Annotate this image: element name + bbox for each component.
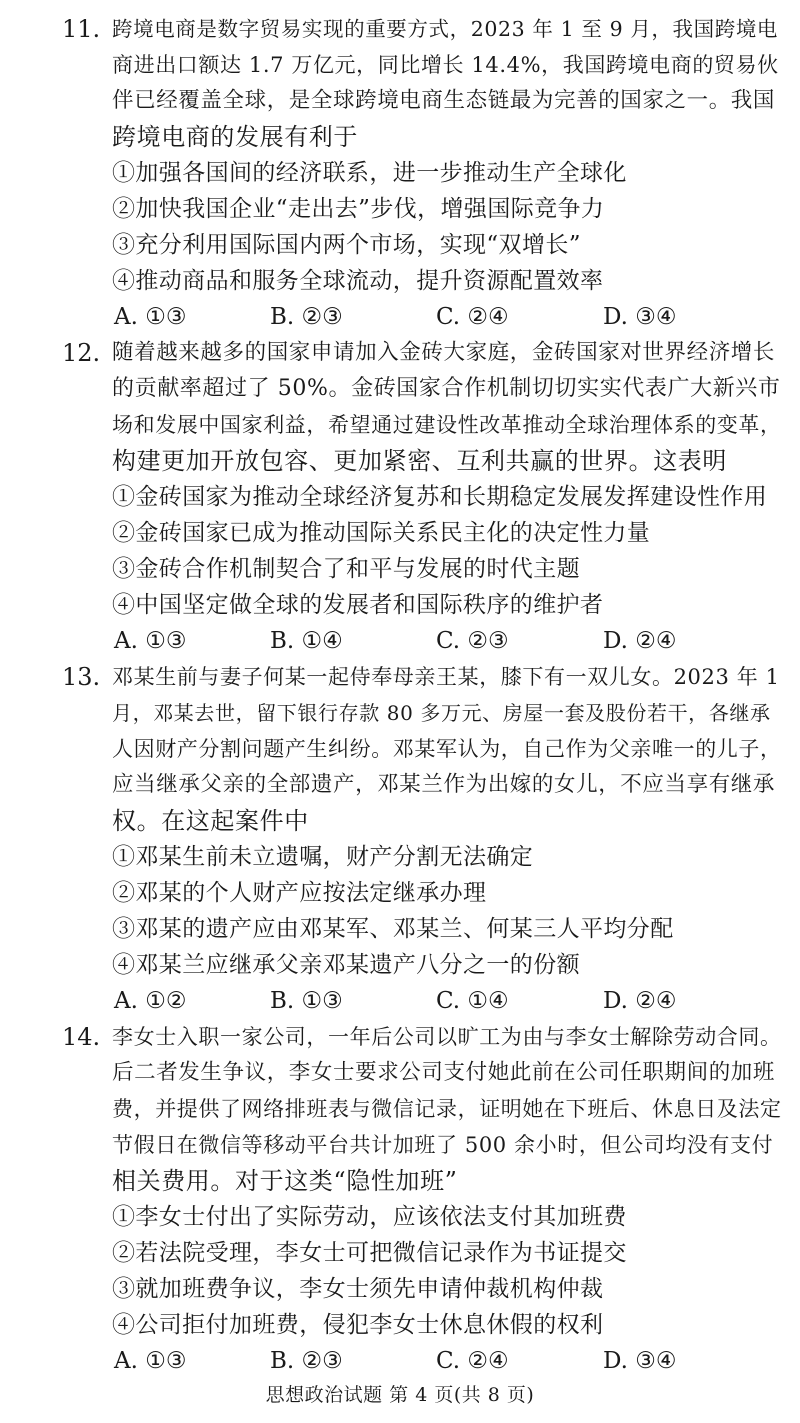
question-number: 13. <box>62 663 101 691</box>
stem-line: 的贡献率超过了 50%。金砖国家合作机制切切实实代表广大新兴市 <box>112 376 781 401</box>
choice-a: A. ①③ <box>114 628 187 654</box>
choice-d: D. ②④ <box>603 988 677 1014</box>
stem-line: 节假日在微信等移动平台共计加班了 500 余小时，但公司均没有支付 <box>112 1133 774 1157</box>
choice-c: C. ②④ <box>436 1348 509 1374</box>
choice-b: B. ②③ <box>270 1348 343 1374</box>
option-2: ②邓某的个人财产应按法定继承办理 <box>112 880 487 906</box>
choice-a: A. ①③ <box>114 1348 187 1374</box>
option-1: ①加强各国间的经济联系，进一步推动生产全球化 <box>112 160 627 186</box>
choice-a: A. ①③ <box>114 304 187 330</box>
stem-line: 权。在这起案件中 <box>112 807 309 835</box>
page-footer: 思想政治试题 第 4 页(共 8 页) <box>265 1384 535 1406</box>
option-1: ①邓某生前未立遗嘱，财产分割无法确定 <box>112 844 534 870</box>
choice-b: B. ①④ <box>270 628 343 654</box>
question-number: 11. <box>62 15 101 43</box>
option-1: ①金砖国家为推动全球经济复苏和长期稳定发展发挥建设性作用 <box>112 484 768 510</box>
choice-c: C. ②④ <box>436 304 509 330</box>
stem-line: 构建更加开放包容、更加紧密、互利共赢的世界。这表明 <box>112 447 727 475</box>
stem-line: 月，邓某去世，留下银行存款 80 多万元、房屋一套及股份若干，各继承 <box>112 701 771 725</box>
stem-line: 相关费用。对于这类“隐性加班” <box>112 1167 458 1195</box>
choice-d: D. ③④ <box>603 304 677 330</box>
choice-c: C. ②③ <box>436 628 509 654</box>
stem-line: 后二者发生争议，李女士要求公司支付她此前在公司任职期间的加班 <box>112 1060 776 1085</box>
question-number: 14. <box>62 1023 101 1051</box>
question-number: 12. <box>62 339 101 367</box>
stem-line: 费，并提供了网络排班表与微信记录，证明她在下班后、休息日及法定 <box>112 1097 782 1121</box>
stem-line: 商进出口额达 1.7 万亿元，同比增长 14.4%，我国跨境电商的贸易伙 <box>112 53 779 77</box>
choice-a: A. ①② <box>114 988 187 1014</box>
stem-line: 跨境电商的发展有利于 <box>112 123 358 151</box>
stem-line: 李女士入职一家公司，一年后公司以旷工为由与李女士解除劳动合同。 <box>112 1025 782 1049</box>
stem-line: 伴已经覆盖全球，是全球跨境电商生态链最为完善的国家之一。我国 <box>112 88 776 113</box>
stem-line: 场和发展中国家利益，希望通过建设性改革推动全球治理体系的变革， <box>112 413 782 437</box>
stem-line: 邓某生前与妻子何某一起侍奉母亲王某，膝下有一双儿女。2023 年 1 <box>112 665 780 689</box>
stem-line: 跨境电商是数字贸易实现的重要方式，2023 年 1 至 9 月，我国跨境电 <box>112 17 779 41</box>
choice-b: B. ②③ <box>270 304 343 330</box>
choice-d: D. ③④ <box>603 1348 677 1374</box>
option-4: ④公司拒付加班费，侵犯李女士休息休假的权利 <box>112 1312 604 1338</box>
choice-c: C. ①④ <box>436 988 509 1014</box>
option-2: ②金砖国家已成为推动国际关系民主化的决定性力量 <box>112 520 651 546</box>
option-3: ③充分利用国际国内两个市场，实现“双增长” <box>112 232 581 258</box>
stem-line: 随着越来越多的国家申请加入金砖大家庭，金砖国家对世界经济增长 <box>112 340 776 365</box>
option-4: ④邓某兰应继承父亲邓某遗产八分之一的份额 <box>112 952 580 978</box>
option-3: ③邓某的遗产应由邓某军、邓某兰、何某三人平均分配 <box>112 916 674 942</box>
option-3: ③金砖合作机制契合了和平与发展的时代主题 <box>112 556 580 582</box>
option-1: ①李女士付出了实际劳动，应该依法支付其加班费 <box>112 1204 627 1230</box>
option-4: ④中国坚定做全球的发展者和国际秩序的维护者 <box>112 592 604 618</box>
option-4: ④推动商品和服务全球流动，提升资源配置效率 <box>112 268 604 294</box>
stem-line: 应当继承父亲的全部遗产，邓某兰作为出嫁的女儿，不应当享有继承 <box>112 772 776 797</box>
stem-line: 人因财产分割问题产生纠纷。邓某军认为，自己作为父亲唯一的儿子， <box>112 737 782 761</box>
option-3: ③就加班费争议，李女士须先申请仲裁机构仲裁 <box>112 1276 604 1302</box>
option-2: ②若法院受理，李女士可把微信记录作为书证提交 <box>112 1240 627 1266</box>
choice-b: B. ①③ <box>270 988 343 1014</box>
option-2: ②加快我国企业“走出去”步伐，增强国际竞争力 <box>112 196 605 222</box>
choice-d: D. ②④ <box>603 628 677 654</box>
